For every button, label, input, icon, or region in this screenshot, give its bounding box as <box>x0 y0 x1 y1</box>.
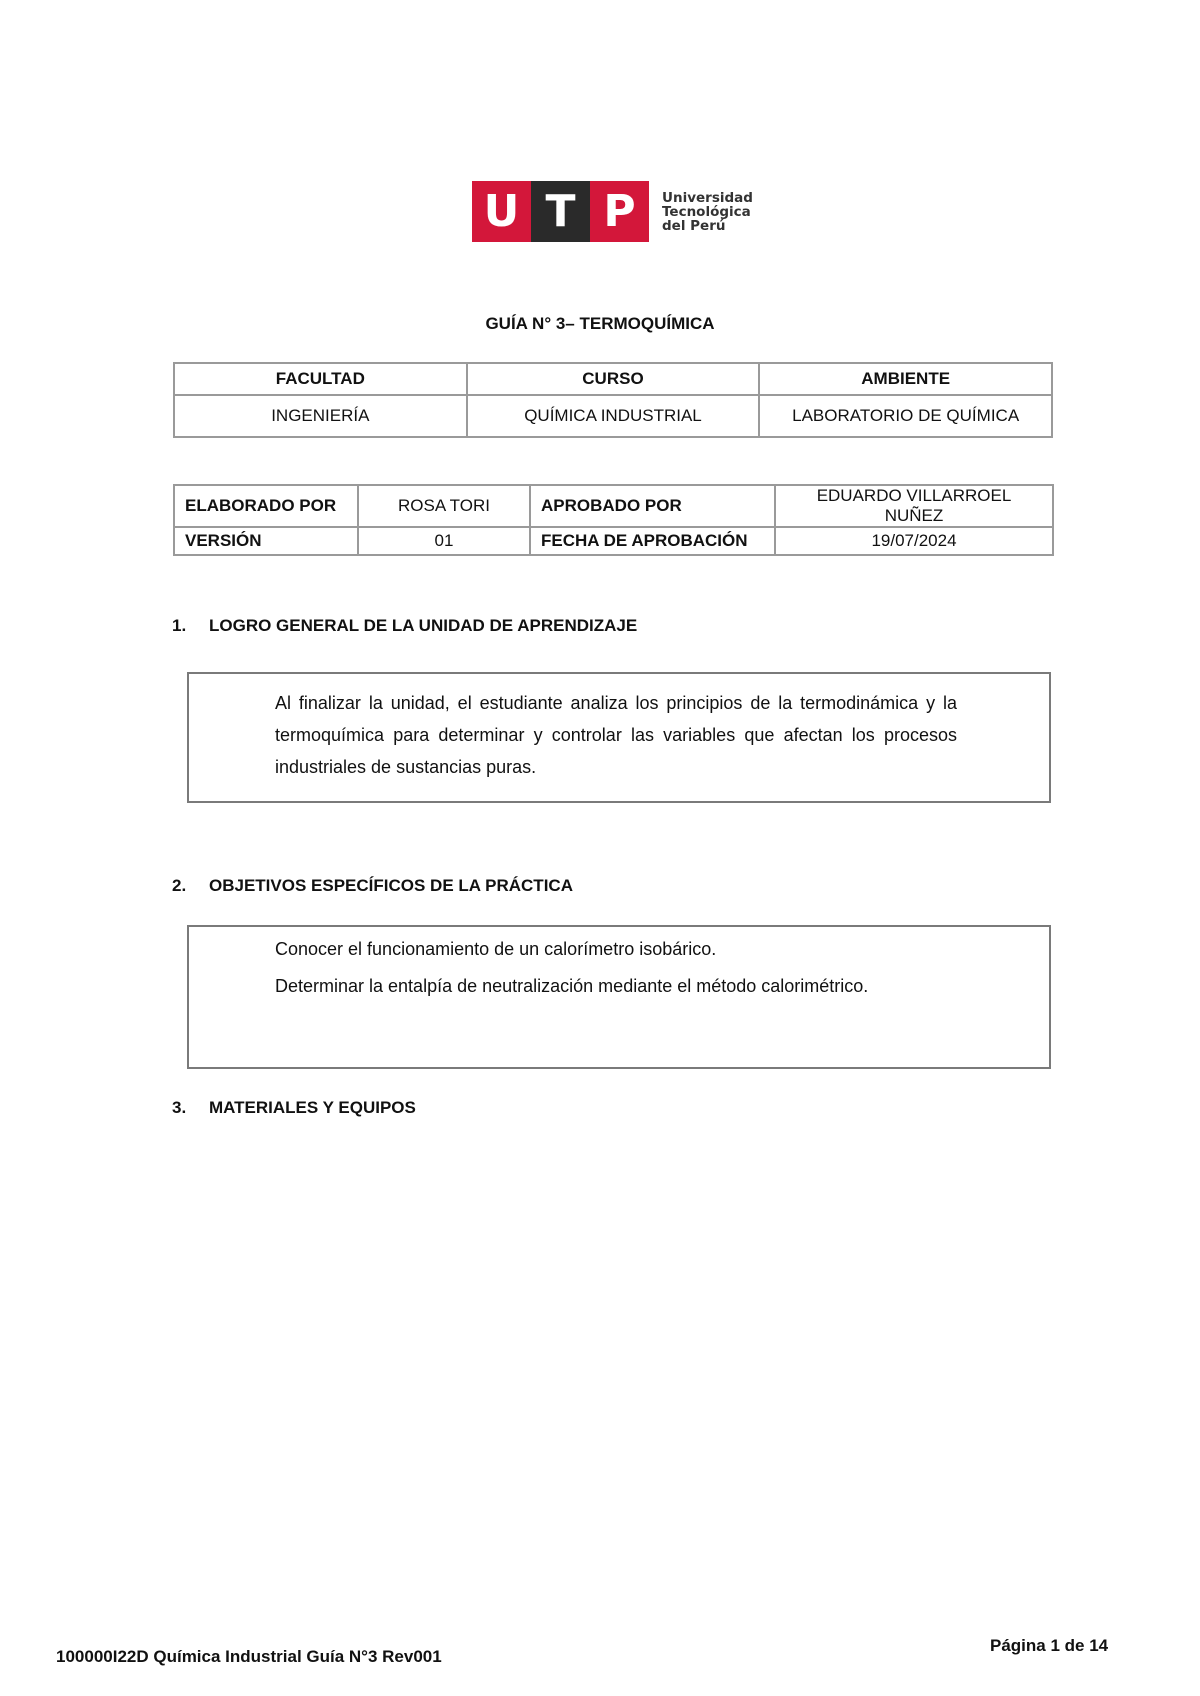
logo-line-2: Tecnológica <box>662 203 751 220</box>
header-facultad: FACULTAD <box>174 363 467 395</box>
fecha-label: FECHA DE APROBACIÓN <box>530 527 775 555</box>
logro-text: Al finalizar la unidad, el estudiante analiza los principios de la termodinámica y la termoquímica para determinar y controlar las variables que afectan los procesos industriales de sustancias puras. <box>275 693 957 777</box>
aprobado-value: EDUARDO VILLARROEL NUÑEZ <box>775 485 1053 527</box>
objetivos-box <box>187 925 1051 1069</box>
value-ambiente: LABORATORIO DE QUÍMICA <box>759 395 1052 437</box>
logo-text <box>662 191 753 233</box>
section-heading-2 <box>172 876 573 896</box>
logro-box <box>187 672 1051 803</box>
elaborado-label: ELABORADO POR <box>174 485 358 527</box>
section-number: 1. <box>172 616 187 635</box>
section-number: 2. <box>172 876 187 895</box>
info-header-row <box>174 363 1052 395</box>
section-heading-3 <box>172 1098 416 1118</box>
document-title: GUÍA N° 3– TERMOQUÍMICA <box>485 314 715 333</box>
section-title: MATERIALES Y EQUIPOS <box>209 1098 416 1117</box>
footer-doc-code: 100000I22D Química Industrial Guía N°3 Rev001 <box>56 1647 442 1666</box>
objetivo-item: Conocer el funcionamiento de un calorímetro isobárico. <box>275 939 717 959</box>
value-curso: QUÍMICA INDUSTRIAL <box>467 395 760 437</box>
section-heading-1 <box>172 616 637 636</box>
version-value: 01 <box>358 527 530 555</box>
logo-line-1: Universidad <box>662 189 753 206</box>
section-title: LOGRO GENERAL DE LA UNIDAD DE APRENDIZAJE <box>209 616 638 635</box>
fecha-value: 19/07/2024 <box>775 527 1053 555</box>
section-number: 3. <box>172 1098 187 1117</box>
meta-row-2 <box>174 527 1053 555</box>
version-label: VERSIÓN <box>174 527 358 555</box>
meta-table <box>173 484 1054 556</box>
header-ambiente: AMBIENTE <box>759 363 1052 395</box>
info-value-row <box>174 395 1052 437</box>
header-curso: CURSO <box>467 363 760 395</box>
footer-page-number: Página 1 de 14 <box>990 1636 1109 1655</box>
section-title: OBJETIVOS ESPECÍFICOS DE LA PRÁCTICA <box>209 876 573 895</box>
objetivo-item: Determinar la entalpía de neutralización mediante el método calorimétrico. <box>275 976 869 996</box>
aprobado-label: APROBADO POR <box>530 485 775 527</box>
utp-logo <box>472 181 756 242</box>
logo-letter-p: P <box>590 181 649 242</box>
info-table <box>173 362 1053 438</box>
meta-row-1 <box>174 485 1053 527</box>
value-facultad: INGENIERÍA <box>174 395 467 437</box>
logo-line-3: del Perú <box>662 217 726 234</box>
elaborado-value: ROSA TORI <box>358 485 530 527</box>
logo-letter-u: U <box>472 181 531 242</box>
logo-letter-t: T <box>531 181 590 242</box>
